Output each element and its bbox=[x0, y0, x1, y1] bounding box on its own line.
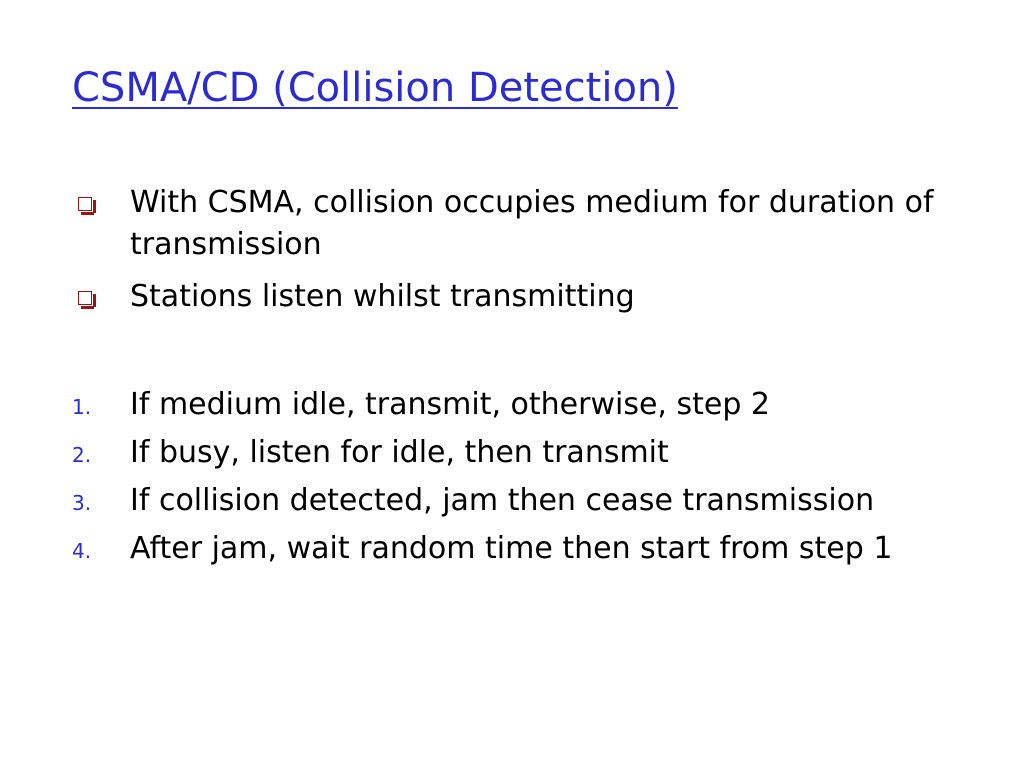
list-item bbox=[72, 432, 952, 474]
step-number: 1. bbox=[72, 395, 92, 419]
checkbox-square-icon bbox=[78, 197, 92, 211]
bullet-text: With CSMA, collision occupies medium for duration of transmission bbox=[130, 185, 934, 262]
step-number: 2. bbox=[72, 443, 92, 467]
list-item bbox=[72, 384, 952, 426]
slide-title: CSMA/CD (Collision Detection) bbox=[72, 65, 678, 111]
list-item bbox=[72, 480, 952, 522]
step-text: After jam, wait random time then start from step 1 bbox=[130, 531, 893, 566]
step-text: If medium idle, transmit, otherwise, step 2 bbox=[130, 387, 771, 422]
step-text: If busy, listen for idle, then transmit bbox=[130, 435, 669, 470]
bullet-list bbox=[72, 182, 952, 328]
list-item bbox=[72, 276, 952, 318]
step-number: 3. bbox=[72, 491, 92, 515]
list-item bbox=[72, 528, 952, 570]
step-text: If collision detected, jam then cease transmission bbox=[130, 483, 875, 518]
numbered-step-list bbox=[72, 384, 952, 576]
bullet-text: Stations listen whilst transmitting bbox=[130, 279, 635, 314]
list-item bbox=[72, 182, 952, 266]
checkbox-square-icon bbox=[78, 291, 92, 305]
step-number: 4. bbox=[72, 539, 92, 563]
